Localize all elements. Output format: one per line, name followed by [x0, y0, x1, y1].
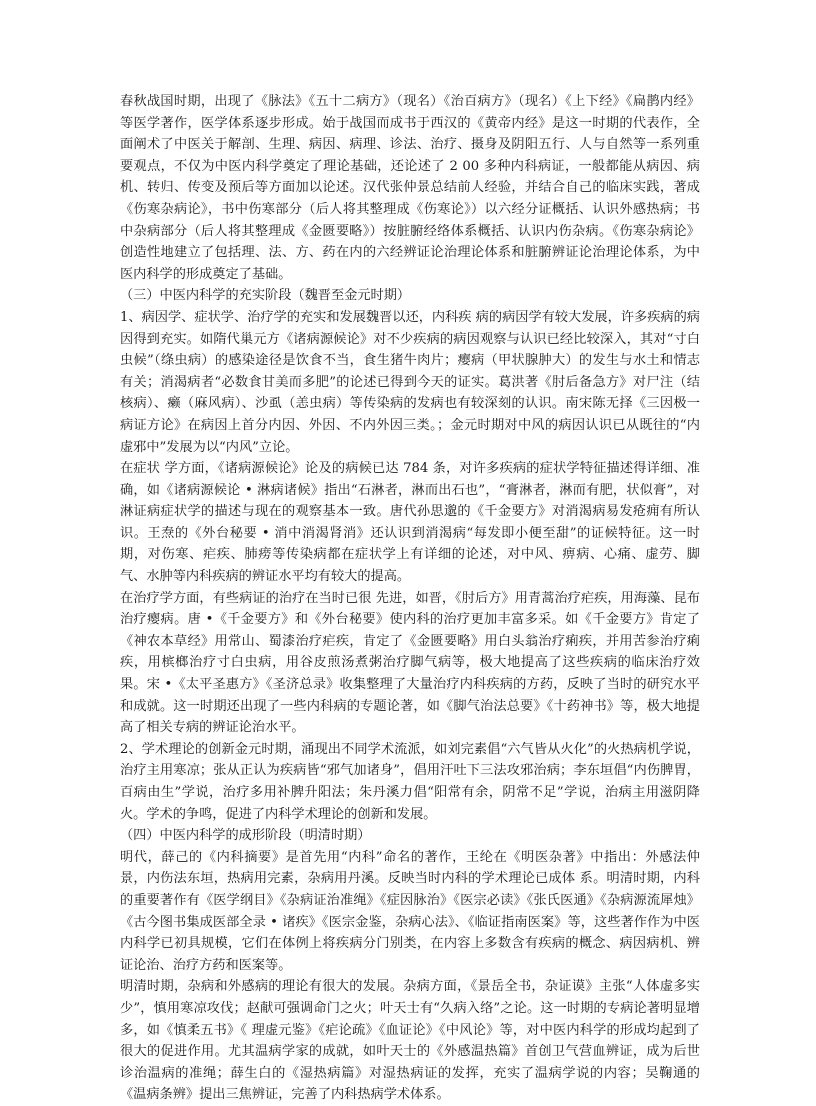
- paragraph-ming-qing-period: 明清时期，杂病和外感病的理论有很大的发展。杂病方面，《景岳全书，杂证谟》主张“人体虚多实少”，慎用寒凉攻伐；赵献可强调命门之火；叶天士有“久病入络”之论。这一时期的专病论著明显增多，如《慎柔五书》《 理虚元鉴》《疟论疏》《血证论》《中风论》等，对中医内科学的形成均起到了很大的促进作用。尤其温病学家的成就，如叶天士的《外感温热篇》首创卫气营血辨证，成为后世诊治温病的准绳；薛生白的《湿热病篇》对湿热病证的发挥，充实了温病学说的内容；吴鞠通的《温病条辨》提出三焦辨证，完善了内科热病学术体系。: [120, 979, 700, 1103]
- paragraph-academic-theory: 2、学术理论的创新金元时期，涌现出不同学术流派，如刘完素倡“六气皆从火化”的火热病机学说，治疗主用寒凉；张从正认为疾病皆“邪气加诸身”，倡用汗吐下三法攻邪治病；李东垣倡“内伤脾胃，百病由生”学说，治疗多用补脾升阳法；朱丹溪力倡“阳常有余，阴常不足”学说，治病主用滋阴降火。学术的争鸣，促进了内科学术理论的创新和发展。: [120, 741, 700, 822]
- document-page: [120, 91, 700, 1106]
- paragraph-ming-dynasty: 明代，薛己的《内科摘要》是首先用“内科”命名的著作，王纶在《明医杂著》中指出：外感法仲景，内伤法东垣，热病用完素，杂病用丹溪。反映当时内科的学术理论已成体 系。明清时期，内科的重要著作有《医学纲目》《杂病证治准绳》《症因脉治》《医宗必读》《张氏医通》《杂病源流犀烛》《古今图书集成医部全录 • 诸疾》《医宗金鉴，杂病心法》、《临证指南医案》等，这些著作作为中医内科学已初具规模，它们在体例上将疾病分门别类，在内容上多数含有疾病的概念、病因病机、辨证论治、治疗方药和医案等。: [120, 849, 700, 973]
- paragraph-therapeutics: 在治疗学方面，有些病证的治疗在当时已很 先进，如晋，《肘后方》用青蒿治疗疟疾，用海藻、昆布治疗瘿病。唐 •《千金要方》和《外台秘要》使内科的治疗更加丰富多采。如《千金要方》肯定了《神农本草经》用常山、蜀漆治疗疟疾，肯定了《金匮要略》用白头翁治疗痢疾，并用苦参治疗痢疾，用槟榔治疗寸白虫病，用谷皮煎汤煮粥治疗脚气病等，极大地提高了这些疾病的临床治疗效果。宋 •《太平圣惠方》《圣济总录》收集整理了大量治疗内科疾病的方药，反映了当时的研究水平和成就。这一时期还出现了一些内科病的专题论著，如《脚气治法总要》《十药神书》等，极大地提高了相关专病的辨证论治水平。: [120, 590, 700, 736]
- paragraph-symptomatology: 在症状 学方面，《诸病源候论》论及的病候已达 784 条，对许多疾病的症状学特征描述得详细、准确，如《诸病源候论 • 淋病诸候》指出“石淋者，淋而出石也”，“膏淋者，淋而有肥，状似膏”，对淋证病症状学的描述与现在的观察基本一致。唐代孙思邈的《千金要方》对消渴病易发疮痈有所认识。王焘的《外台秘要 • 消中消渴肾消》还认识到消渴病“每发即小便至甜”的证候特征。这一时期，对伤寒、疟疾、肺痨等传染病都在症状学上有详细的论述，对中风、痹病、心痛、虚劳、脚气、水肿等内科疾病的辨证水平均有较大的提高。: [120, 461, 700, 585]
- paragraph-spring-autumn-period: 春秋战国时期，出现了《脉法》《五十二病方》（现名）《治百病方》（现名）《上下经》《扁鹊内经》等医学著作，医学体系逐步形成。始于战国而成书于西汉的《黄帝内经》是这一时期的代表作，全面阐术了中医关于解剖、生理、病因、病理、诊法、治疗、摄身及阴阳五行、人与自然等一系列重要观点，不仅为中医内科学奠定了理论基础，还论述了 2 00 多种内科病证，一般都能从病因、病机、转归、传变及预后等方面加以论述。汉代张仲景总结前人经验，并结合自己的临床实践，著成《伤寒杂病论》，书中伤寒部分（后人将其整理成《伤寒论》）以六经分证概括、认识外感热病；书中杂病部分（后人将其整理成《金匮要略》）按脏腑经络体系概括、认识内伤杂病。《伤寒杂病论》创造性地建立了包括理、法、方、药在内的六经辨证论治理论体系和脏腑辨证论治理论体系，为中医内科学的形成奠定了基础。: [120, 94, 700, 282]
- paragraph-etiology: 1、病因学、症状学、治疗学的充实和发展魏晋以还，内科疾 病的病因学有较大发展，许多疾病的病因得到充实。如隋代巢元方《诸病源候论》对不少疾病的病因观察与认识已经比较深入，其对“寸白虫候”（绦虫病）的感染途径是饮食不当，食生猪牛肉片；瘿病（甲状腺肿大）的发生与水土和情志有关；消渴病者“必数食甘美而多肥”的论述已得到今天的证实。葛洪著《肘后备急方》对尸注（结核病）、癞（麻风病）、沙虱（恙虫病）等传染病的发病也有较深刻的认识。南宋陈无择《三因极一病证方论》在病因上首分内因、外因、不内外因三类。；金元时期对中风的病因认识已从既往的“内虚邪中”发展为以“内风”立论。: [120, 309, 700, 455]
- section-heading-4: （四）中医内科学的成形阶段（明清时期）: [120, 828, 371, 844]
- section-heading-3: （三）中医内科学的充实阶段（魏晋至金元时期）: [120, 288, 411, 304]
